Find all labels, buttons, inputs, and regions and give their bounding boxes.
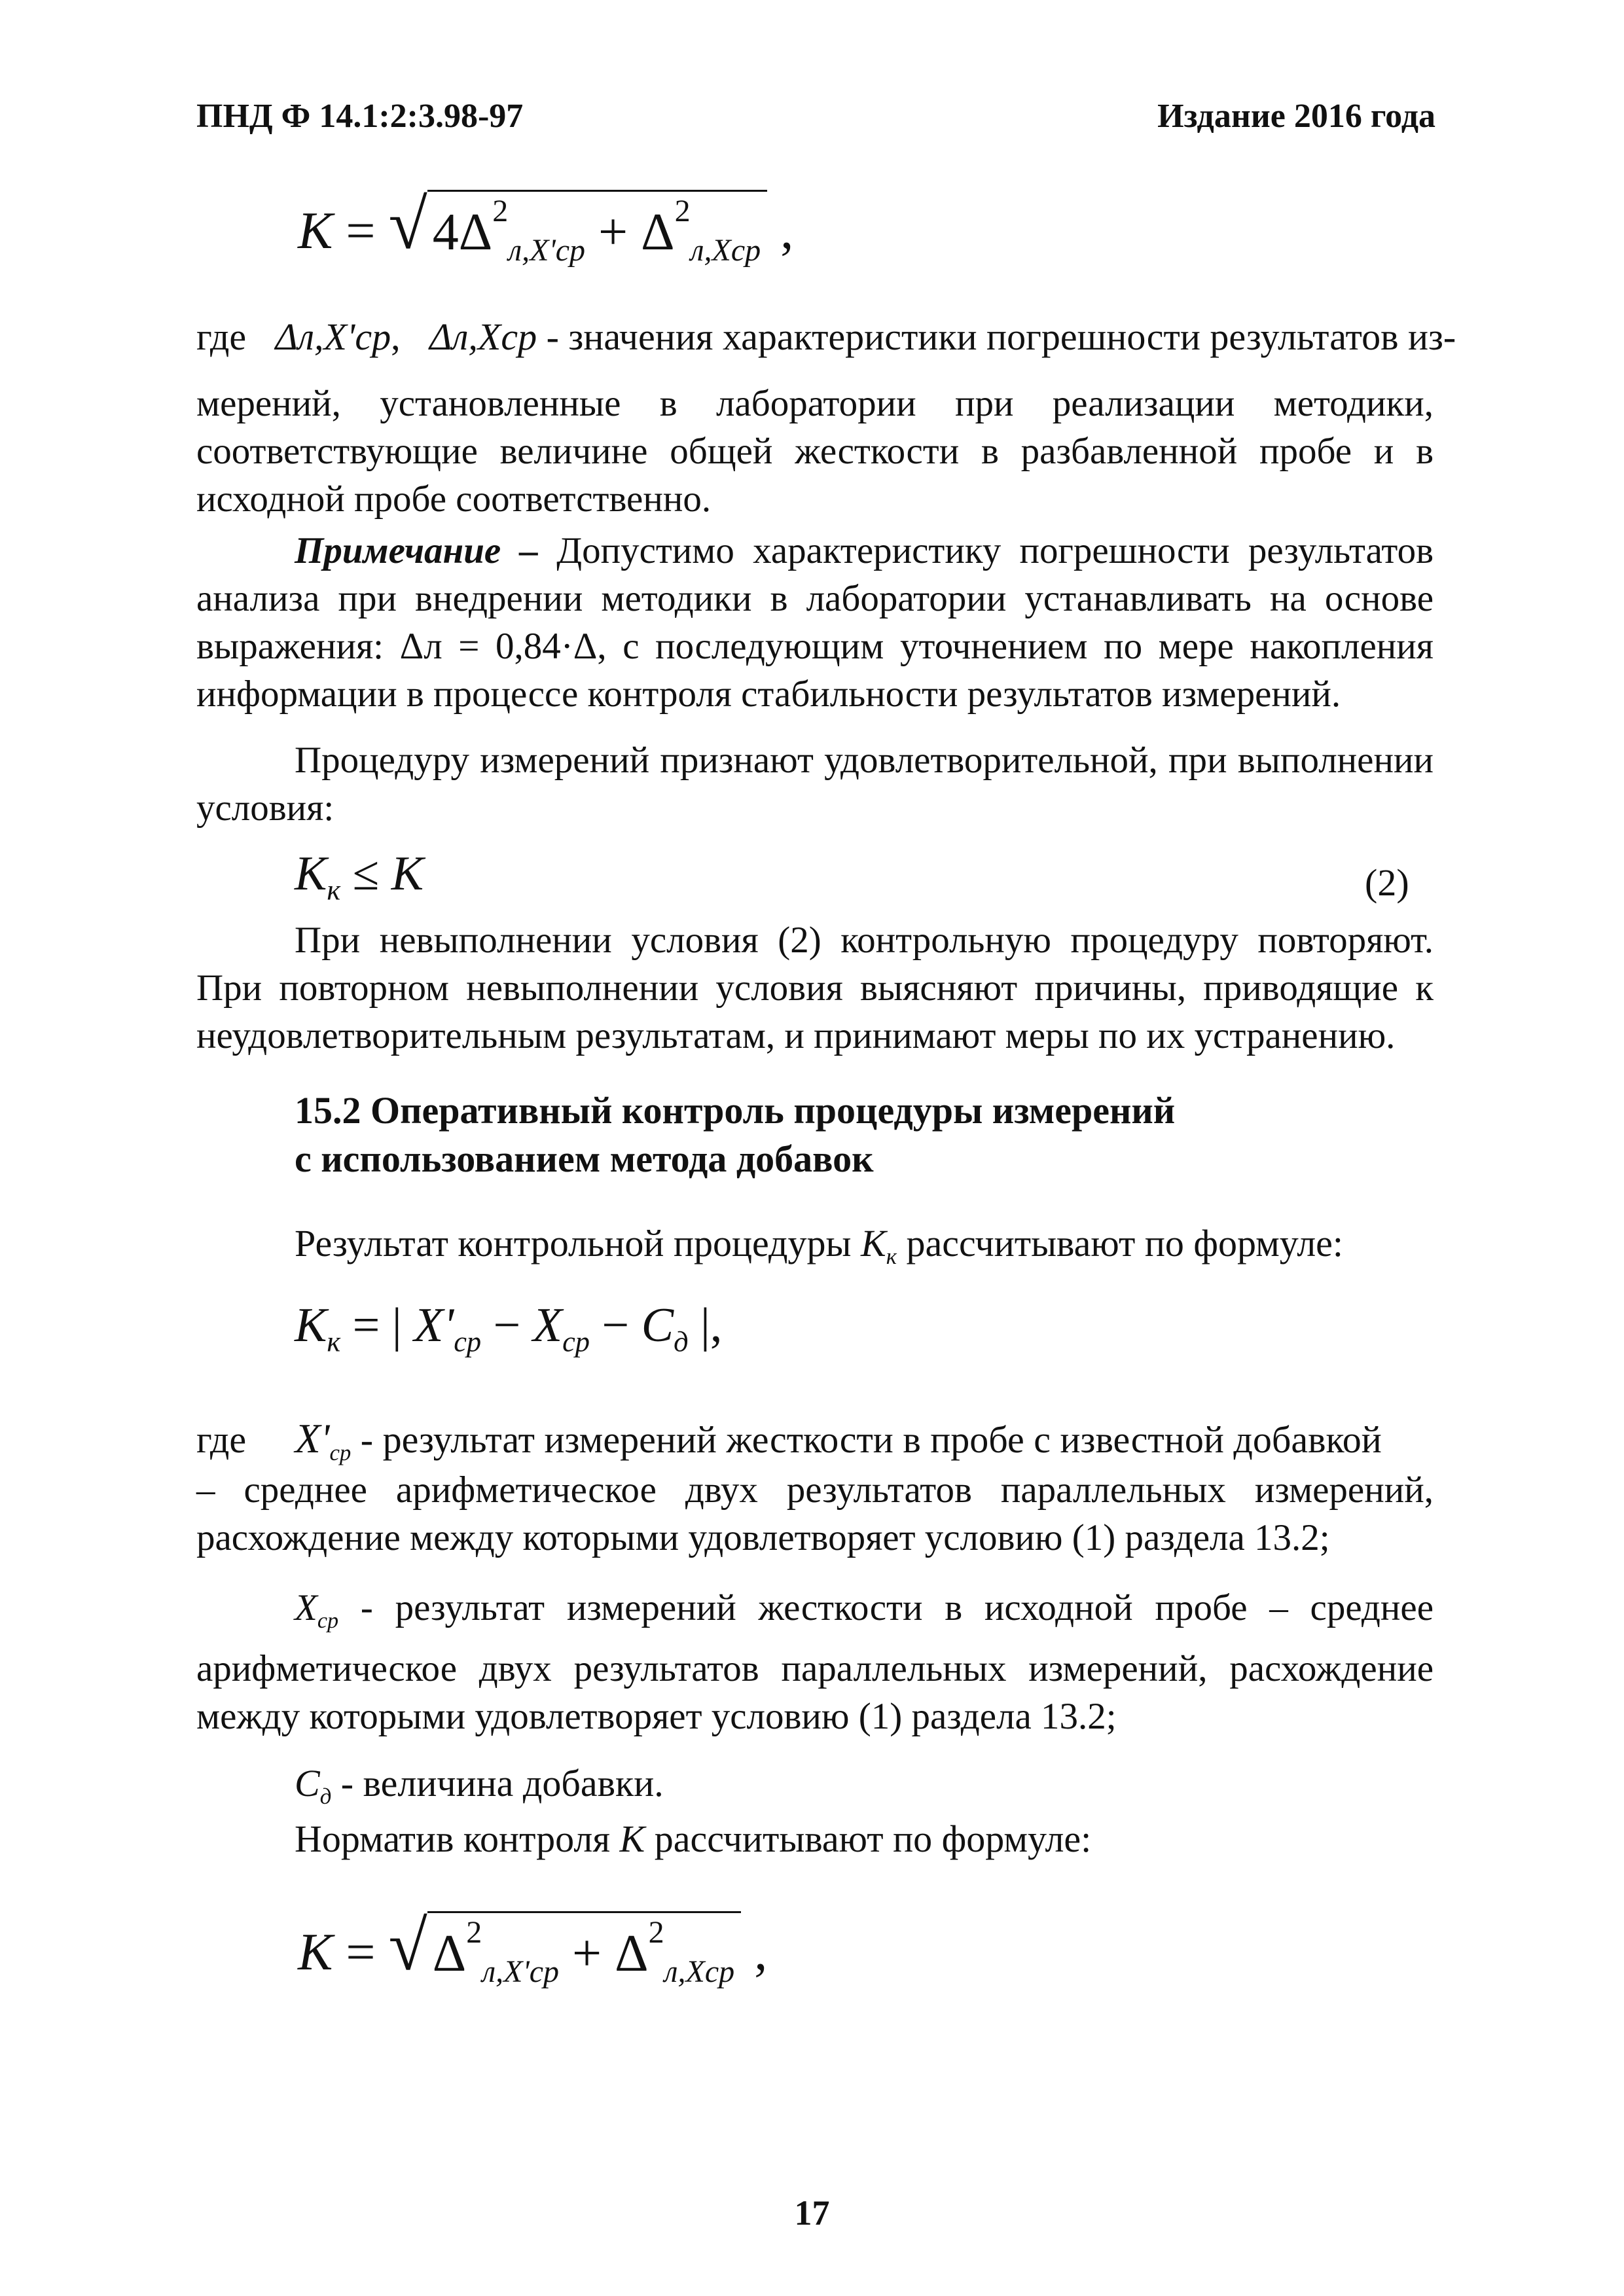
paragraph-additive-definition: – среднее арифметическое двух результатов параллельных измерений, расхождение между которыми удовлетворяет условию (1) раздела 13.2; [196, 1469, 1434, 1558]
formula-symbol: X [532, 1299, 563, 1352]
formula-symbol: Δ [615, 1925, 649, 1983]
formula-subscript: к [327, 1325, 341, 1358]
edition-label: Издание 2016 года [1157, 98, 1435, 135]
formula-subscript: л,X'ср [482, 1954, 560, 1989]
equation-number: (2) [1365, 861, 1409, 904]
definition-xcp [196, 1584, 1434, 1740]
formula-operator: − [602, 1299, 630, 1352]
radical-sign-icon: √ [388, 186, 427, 264]
formula-subscript: ср [562, 1325, 590, 1358]
formula-symbol: C [295, 1762, 320, 1804]
where-text: - значения характеристики погрешности результатов из- [546, 315, 1456, 358]
formula-exponent: 2 [648, 1915, 664, 1950]
where-word: где [196, 1418, 247, 1461]
formula-exponent: 2 [492, 194, 509, 228]
formula-symbol: Δ [432, 1925, 467, 1983]
separator: , [391, 315, 401, 358]
radicand [427, 190, 767, 268]
note-paragraph [196, 527, 1434, 718]
formula-subscript: ср [317, 1608, 339, 1633]
note-text: Допустимо характеристику погрешности результатов анализа при внедрении методики в лаборатории устанавливать на основе выражения: Δл = 0,84·Δ, с последующим уточнением по мере накопления информации в процессе контроля стабильности результатов измерений. [196, 530, 1434, 715]
formula-subscript: л,Xср [690, 232, 761, 268]
formula-subscript: к [327, 873, 341, 906]
text-fragment: Норматив контроля [295, 1818, 620, 1860]
paragraph-control-norm [295, 1816, 1091, 1862]
formula-symbol: Δ [458, 204, 493, 262]
formula-symbol: Δ [641, 204, 675, 262]
formula-exponent: 2 [466, 1915, 482, 1950]
section-heading-line-2: с использованием метода добавок [295, 1138, 874, 1180]
note-label: Примечание – [295, 530, 538, 571]
formula-subscript: д [319, 1784, 332, 1810]
formula-operator: = | [352, 1299, 402, 1352]
formula-symbol: K [391, 847, 424, 901]
formula-symbol: X' [295, 1415, 330, 1462]
formula-subscript: ср [454, 1325, 482, 1358]
paragraph-condition-intro: Процедуру измерений признают удовлетворительной, при выполнении условия: [196, 740, 1434, 829]
page-number: 17 [794, 2193, 830, 2233]
formula-subscript: л,Xср [664, 1954, 735, 1989]
formula-symbol: X [295, 1587, 317, 1628]
formula-punctuation: , [754, 1924, 768, 1981]
where-line-2 [196, 1414, 1382, 1467]
square-root [388, 186, 767, 268]
formula-subscript: л,X'ср [508, 232, 586, 268]
radical-sign-icon: √ [388, 1907, 427, 1985]
text-fragment: рассчитывают по формуле: [896, 1222, 1344, 1265]
formula-k-additive [298, 1907, 768, 1990]
condition-formula [295, 848, 424, 906]
formula-operator: = [346, 1924, 376, 1981]
formula-operator: + [598, 204, 628, 262]
section-heading-line-1: 15.2 Оперативный контроль процедуры измерений [295, 1089, 1176, 1132]
formula-subscript: ср [329, 1440, 352, 1466]
definition-text: - результат измерений жесткости в исходной пробе – среднее арифметическое двух результатов параллельных измерений, расхождение между которыми удовлетворяет условию (1) раздела 13.2; [196, 1587, 1434, 1737]
paragraph-repeat-procedure: При невыполнении условия (2) контрольную процедуру повторяют. При повторном невыполнении условия выясняют причины, приводящие к неудовлетворительным результатам, и принимают меры по их устранению. [196, 920, 1434, 1056]
formula-kk [295, 1299, 722, 1357]
formula-operator: + [572, 1925, 602, 1983]
where-word: где [196, 315, 247, 358]
radicand [427, 1911, 741, 1990]
symbol-delta-source: Δл,Xср [429, 315, 537, 358]
square-root [388, 1907, 741, 1990]
formula-symbol: K [861, 1222, 886, 1265]
formula-operator: |, [700, 1299, 723, 1352]
text-fragment: Результат контрольной процедуры [295, 1222, 861, 1265]
formula-symbol: K [298, 202, 333, 260]
formula-symbol: C [641, 1299, 674, 1352]
formula-subscript: к [886, 1244, 897, 1270]
formula-operator: − [493, 1299, 521, 1352]
formula-symbol: K [298, 1924, 333, 1981]
formula-symbol: X' [414, 1299, 454, 1352]
where-line-1 [196, 314, 1456, 360]
symbol-delta-dilution: Δл,X'ср [275, 315, 391, 358]
formula-symbol: K [619, 1818, 645, 1860]
formula-symbol: K [295, 1299, 327, 1352]
paragraph-control-result [295, 1221, 1343, 1270]
document-code: ПНД Ф 14.1:2:3.98-97 [196, 98, 524, 135]
definition-cd [295, 1761, 664, 1810]
formula-symbol: K [295, 847, 327, 901]
formula-k-dilution [298, 186, 794, 268]
paragraph-measurements: мерений, установленные в лаборатории при реализации методики, соответствующие величине общей жесткости в разбавленной пробе и в исходной пробе соответственно. [196, 383, 1434, 520]
definition-text: - величина добавки. [331, 1762, 664, 1804]
formula-operator: ≤ [352, 847, 380, 901]
where-text: - результат измерений жесткости в пробе с известной добавкой [360, 1418, 1382, 1461]
formula-subscript: д [674, 1325, 689, 1358]
formula-coefficient: 4 [432, 204, 459, 262]
text-fragment: рассчитывают по формуле: [645, 1818, 1092, 1860]
formula-exponent: 2 [674, 194, 691, 228]
formula-punctuation: , [780, 202, 794, 260]
formula-operator: = [346, 202, 376, 260]
